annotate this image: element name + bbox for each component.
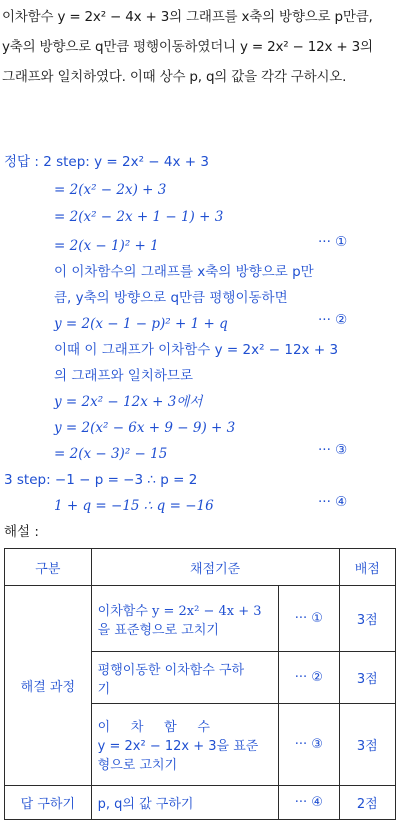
answer-label: 정답 : 2 step: y = 2x² − 4x + 3 — [4, 154, 209, 170]
explain-label: 해설 : — [4, 524, 39, 540]
step-line-5: y = 2x² − 12x + 3에서 — [54, 394, 203, 410]
criterion-cell: p, q의 값 구하기 — [91, 786, 278, 820]
criterion-cell: 평행이동한 이차함수 구하 기 — [91, 652, 278, 704]
criterion-cell: 이 차 함 수 y = 2x² − 12x + 3을 표준 형으로 고치기 — [91, 704, 278, 786]
marker-4: ··· ④ — [318, 494, 348, 510]
step-line-4: y = 2(x − 1 − p)² + 1 + q — [54, 316, 228, 332]
marker-1: ··· ① — [318, 234, 348, 250]
criterion-score: 3점 — [339, 652, 395, 704]
table-row — [5, 786, 396, 820]
header-criteria: 채점기준 — [91, 549, 339, 586]
criterion-score: 3점 — [339, 586, 395, 652]
step-line-3: = 2(x − 1)² + 1 — [54, 238, 159, 254]
text-line-3: 이때 이 그래프가 이차함수 y = 2x² − 12x + 3 — [54, 342, 339, 358]
step-line-8: 1 + q = −15 ∴ q = −16 — [54, 498, 214, 514]
table-row — [5, 586, 396, 652]
step-line-1: = 2(x² − 2x) + 3 — [54, 182, 167, 198]
group-answer: 답 구하기 — [5, 786, 92, 820]
criterion-score: 2점 — [339, 786, 395, 820]
step-line-7: = 2(x − 3)² − 15 — [54, 446, 168, 462]
criterion-mark: ··· ① — [279, 586, 339, 652]
marker-3: ··· ③ — [318, 442, 348, 458]
step3-line: 3 step: −1 − p = −3 ∴ p = 2 — [4, 472, 198, 488]
table-header-row — [5, 549, 396, 586]
group-solving: 해결 과정 — [5, 586, 92, 786]
criterion-cell: 이차함수 y = 2x² − 4x + 3 을 표준형으로 고치기 — [91, 586, 278, 652]
criterion-score: 3점 — [339, 704, 395, 786]
criterion-mark: ··· ③ — [279, 704, 339, 786]
header-score: 배점 — [339, 549, 395, 586]
step-line-2: = 2(x² − 2x + 1 − 1) + 3 — [54, 209, 224, 225]
text-line-4: 의 그래프와 일치하므로 — [54, 368, 193, 384]
question-line-3: 그래프와 일치하였다. 이때 상수 p, q의 값을 각각 구하시오. — [2, 69, 347, 85]
header-category: 구분 — [5, 549, 92, 586]
question-line-1: 이차함수 y = 2x² − 4x + 3의 그래프를 x축의 방향으로 p만큼, — [2, 9, 373, 25]
marker-2: ··· ② — [318, 312, 348, 328]
criterion-mark: ··· ② — [279, 652, 339, 704]
grading-table — [4, 548, 396, 820]
step-line-6: y = 2(x² − 6x + 9 − 9) + 3 — [54, 420, 236, 436]
criterion-mark: ··· ④ — [279, 786, 339, 820]
question-line-2: y축의 방향으로 q만큼 평행이동하였더니 y = 2x² − 12x + 3의 — [2, 39, 373, 55]
text-line-1: 이 이차함수의 그래프를 x축의 방향으로 p만 — [54, 264, 314, 280]
question-text — [2, 4, 398, 94]
text-line-2: 큼, y축의 방향으로 q만큼 평행이동하면 — [54, 290, 288, 306]
